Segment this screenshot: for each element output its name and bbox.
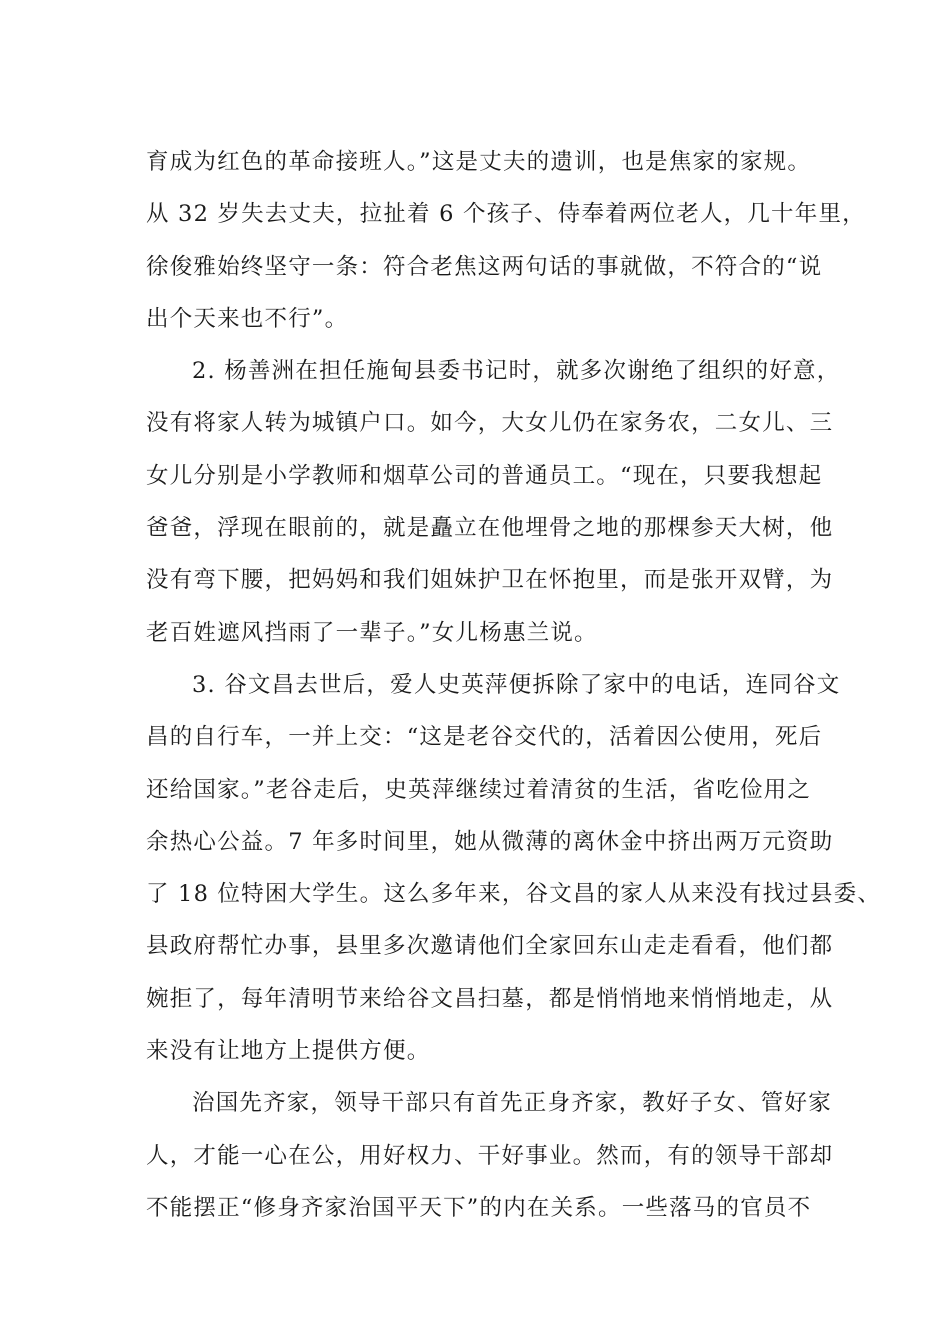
text-line: 了 18 位特困大学生。这么多年来，谷文昌的家人从来没有找过县委、 (146, 881, 882, 908)
paragraph-continuation (146, 136, 866, 345)
text-line: 来没有让地方上提供方便。 (146, 1038, 431, 1065)
text-line: 没有将家人转为城镇户口。如今，大女儿仍在家务农，二女儿、三 (146, 410, 834, 437)
document-body (146, 136, 882, 1234)
text-line: 徐俊雅始终坚守一条：符合老焦这两句话的事就做，不符合的“说 (146, 253, 823, 280)
text-line: 没有弯下腰，把妈妈和我们姐妹护卫在怀抱里，而是张开双臂，为 (146, 567, 834, 594)
paragraph-commentary (146, 1077, 834, 1234)
text-line: 人，才能一心在公，用好权力、干好事业。然而，有的领导干部却 (146, 1142, 834, 1169)
text-line: 爸爸，浮现在眼前的，就是矗立在他埋骨之地的那棵参天大树，他 (146, 515, 834, 542)
text-line: 老百姓遮风挡雨了一辈子。”女儿杨惠兰说。 (146, 619, 598, 646)
paragraph-item-2 (146, 345, 841, 659)
text-line: 治国先齐家，领导干部只有首先正身齐家，教好子女、管好家 (192, 1090, 832, 1117)
text-line: 3. 谷文昌去世后，爱人史英萍便拆除了家中的电话，连同谷文 (192, 671, 841, 698)
text-line: 育成为红色的革命接班人。”这是丈夫的遗训，也是焦家的家规。 (146, 149, 812, 175)
text-line: 县政府帮忙办事，县里多次邀请他们全家回东山走走看看，他们都 (146, 933, 834, 960)
text-line: 婉拒了，每年清明节来给谷文昌扫墓，都是悄悄地来悄悄地走，从 (146, 985, 834, 1012)
text-line: 女儿分别是小学教师和烟草公司的普通员工。“现在，只要我想起 (146, 462, 823, 489)
text-line: 出个天来也不行”。 (146, 305, 349, 332)
text-line: 2. 杨善洲在担任施甸县委书记时，就多次谢绝了组织的好意， (192, 358, 841, 385)
text-line: 昌的自行车，一并上交：“这是老谷交代的，活着因公使用，死后 (146, 724, 823, 751)
paragraph-item-3 (146, 659, 882, 1077)
text-line: 余热心公益。7 年多时间里，她从微薄的离休金中挤出两万元资助 (146, 828, 834, 855)
text-line: 还给国家。”老谷走后，史英萍继续过着清贫的生活，省吃俭用之 (146, 776, 812, 803)
text-line: 从 32 岁失去丈夫，拉扯着 6 个孩子、侍奉着两位老人，几十年里， (146, 201, 866, 228)
text-line: 不能摆正“修身齐家治国平天下”的内在关系。一些落马的官员不 (146, 1194, 812, 1221)
